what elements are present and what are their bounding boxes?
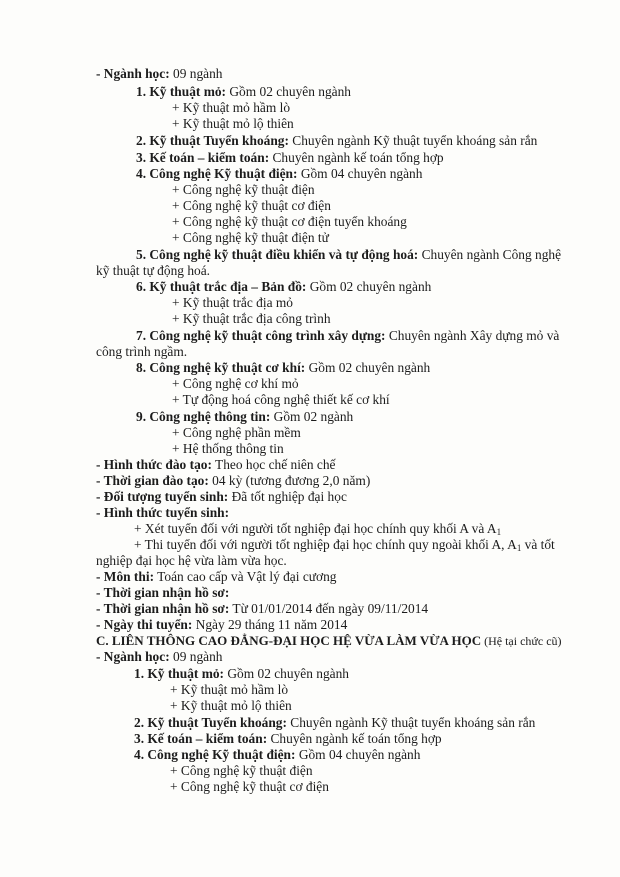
section-c-major-count: - Ngành học: 09 ngành (96, 649, 223, 664)
major-8-sub-1: + Công nghệ cơ khí mỏ (172, 376, 299, 391)
major-6-sub-1: + Kỹ thuật trắc địa mỏ (172, 295, 293, 310)
major-5-continuation: kỹ thuật tự động hoá. (96, 263, 210, 278)
section-c-major-4-heading: 4. Công nghệ Kỹ thuật điện: Gồm 04 chuyên ngành (134, 747, 421, 762)
major-6-heading: 6. Kỹ thuật trắc địa – Bản đồ: Gồm 02 chuyên ngành (136, 279, 432, 294)
major-6-sub-2: + Kỹ thuật trắc địa công trình (172, 311, 331, 326)
major-2-heading: 2. Kỹ thuật Tuyển khoáng: Chuyên ngành Kỹ thuật tuyển khoáng sản rắn (136, 133, 538, 148)
major-9-heading: 9. Công nghệ thông tin: Gồm 02 ngành (136, 409, 354, 424)
major-count-line: - Ngành học: 09 ngành (96, 66, 223, 81)
major-5-heading: 5. Công nghệ kỹ thuật điều khiển và tự động hoá: Chuyên ngành Công nghệ (136, 247, 562, 262)
major-7-continuation: công trình ngầm. (96, 344, 188, 359)
major-3-heading: 3. Kế toán – kiểm toán: Chuyên ngành kế toán tổng hợp (136, 150, 444, 165)
section-c-major-3-heading: 3. Kế toán – kiểm toán: Chuyên ngành kế toán tổng hợp (134, 731, 442, 746)
major-9-sub-2: + Hệ thống thông tin (172, 441, 284, 456)
major-4-sub-3: + Công nghệ kỹ thuật cơ điện tuyển khoáng (172, 214, 407, 229)
admission-form-heading: - Hình thức tuyển sinh: (96, 505, 230, 520)
section-c-major-4-sub-1: + Công nghệ kỹ thuật điện (170, 763, 313, 778)
major-1-sub-2: + Kỹ thuật mỏ lộ thiên (172, 116, 294, 131)
training-mode-line: - Hình thức đào tạo: Theo học chế niên chế (96, 457, 336, 472)
application-period-line: - Thời gian nhận hồ sơ: Từ 01/01/2014 đến ngày 09/11/2014 (96, 601, 429, 616)
major-9-sub-1: + Công nghệ phần mềm (172, 425, 301, 440)
major-4-heading: 4. Công nghệ Kỹ thuật điện: Gồm 04 chuyên ngành (136, 166, 423, 181)
training-duration-line: - Thời gian đào tạo: 04 kỳ (tương đương 2,0 năm) (96, 473, 371, 488)
major-1-heading: 1. Kỹ thuật mỏ: Gồm 02 chuyên ngành (136, 84, 351, 99)
direct-admission-line: + Xét tuyển đối với người tốt nghiệp đại học chính quy khối A và $A_1$ (134, 521, 502, 537)
major-8-heading: 8. Công nghệ kỹ thuật cơ khí: Gồm 02 chuyên ngành (136, 360, 431, 375)
exam-subjects-line: - Môn thi: Toán cao cấp và Vật lý đại cương (96, 569, 337, 584)
section-c-major-4-sub-2: + Công nghệ kỹ thuật cơ điện (170, 779, 329, 794)
eligibility-line: - Đối tượng tuyển sinh: Đã tốt nghiệp đại học (96, 489, 347, 504)
section-c-major-1-sub-2: + Kỹ thuật mỏ lộ thiên (170, 698, 292, 713)
section-c-heading: C. LIÊN THÔNG CAO ĐẲNG-ĐẠI HỌC HỆ VỪA LÀM VỪA HỌC (Hệ tại chức cũ) (96, 633, 562, 648)
major-1-sub-1: + Kỹ thuật mỏ hầm lò (172, 100, 291, 115)
entrance-exam-continuation: nghiệp đại học hệ vừa làm vừa học. (96, 553, 287, 568)
section-c-major-2-heading: 2. Kỹ thuật Tuyển khoáng: Chuyên ngành Kỹ thuật tuyển khoáng sản rắn (134, 715, 536, 730)
entrance-exam-line: + Thi tuyển đối với người tốt nghiệp đại học chính quy ngoài khối A, $A_1$ và tốt (134, 537, 555, 553)
section-c-major-1-sub-1: + Kỹ thuật mỏ hầm lò (170, 682, 289, 697)
major-7-heading: 7. Công nghệ kỹ thuật công trình xây dựng: Chuyên ngành Xây dựng mỏ và (136, 328, 560, 343)
section-c-major-1-heading: 1. Kỹ thuật mỏ: Gồm 02 chuyên ngành (134, 666, 349, 681)
major-4-sub-4: + Công nghệ kỹ thuật điện tử (172, 230, 329, 245)
exam-date-line: - Ngày thi tuyển: Ngày 29 tháng 11 năm 2014 (96, 617, 348, 632)
major-4-sub-2: + Công nghệ kỹ thuật cơ điện (172, 198, 331, 213)
major-8-sub-2: + Tự động hoá công nghệ thiết kế cơ khí (172, 392, 390, 407)
major-4-sub-1: + Công nghệ kỹ thuật điện (172, 182, 315, 197)
application-period-heading: - Thời gian nhận hồ sơ: (96, 585, 230, 600)
